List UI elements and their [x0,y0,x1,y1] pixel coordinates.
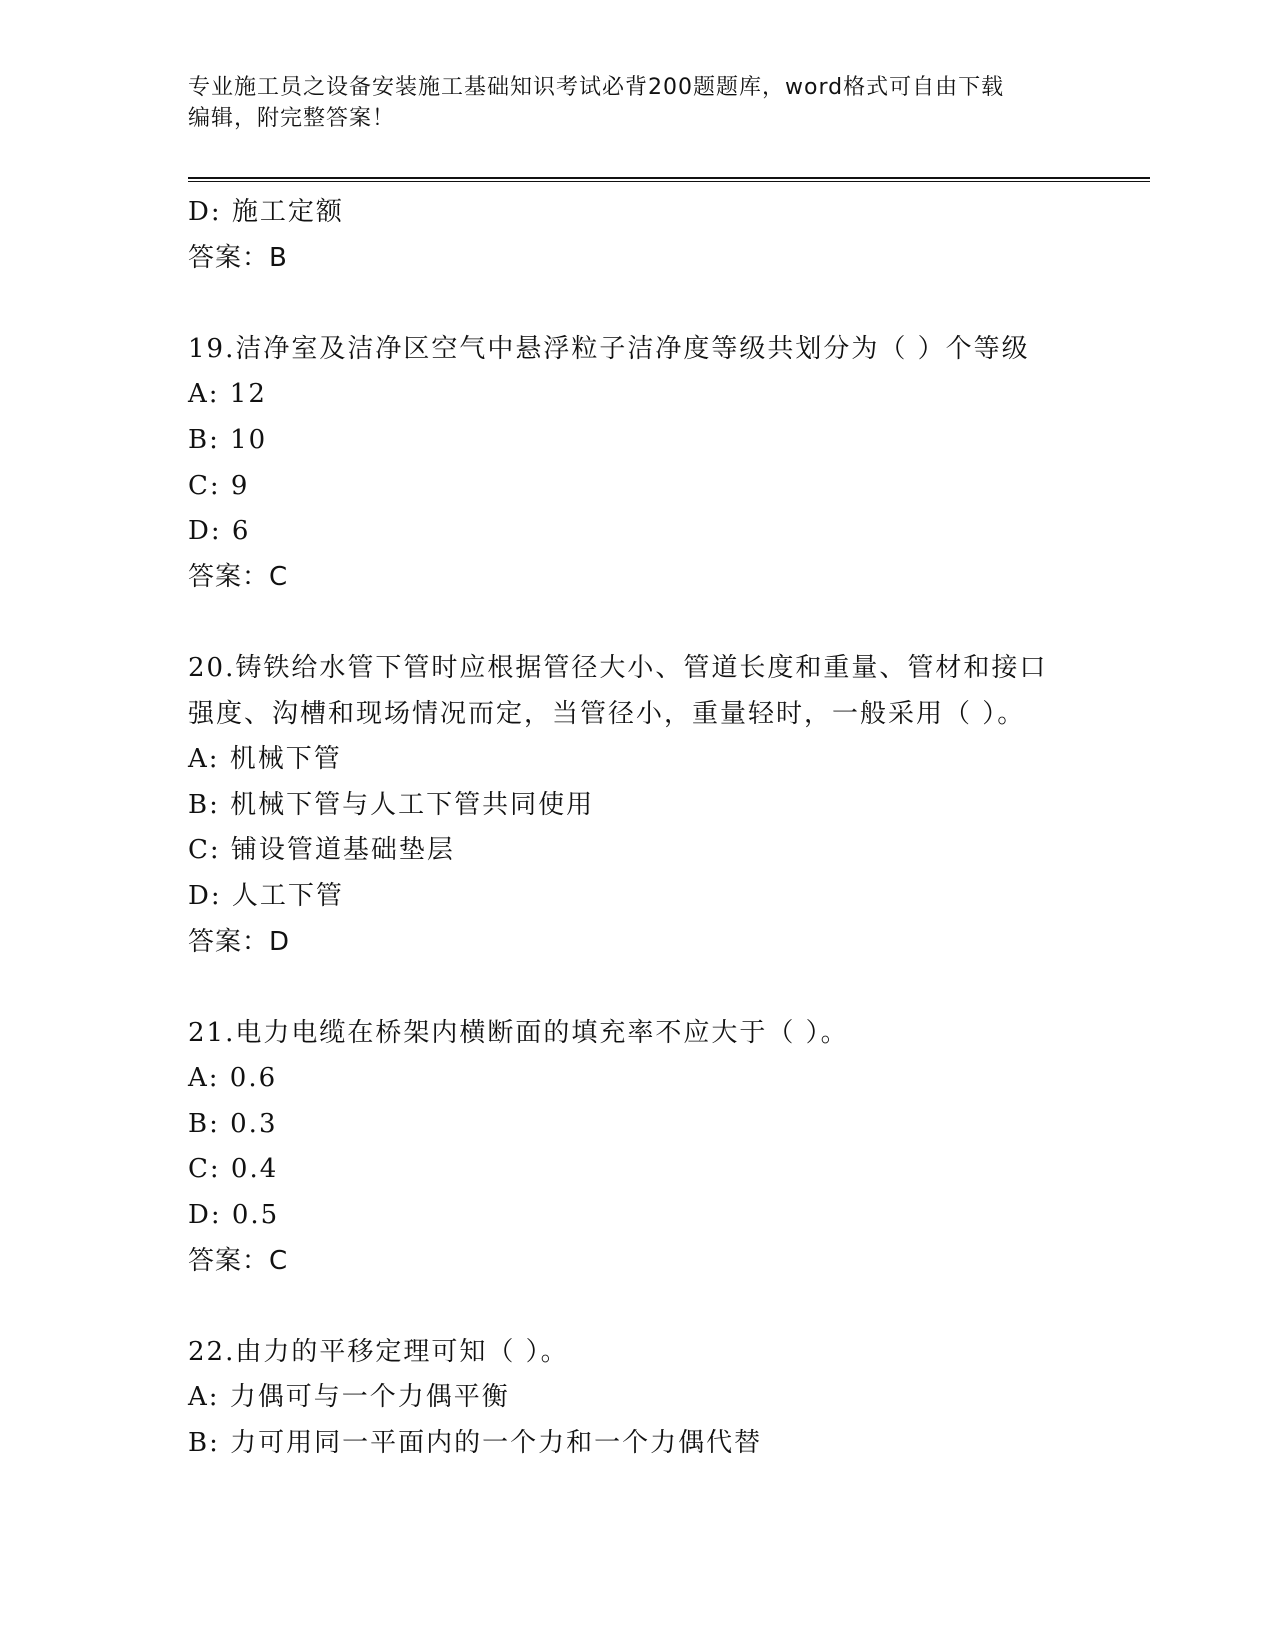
header-divider-thin [188,181,1150,182]
header-line-2: 编辑，附完整答案！ [188,106,396,131]
spacer [188,1284,1088,1330]
question-21 [188,1011,1088,1285]
answer: 答案：C [188,1245,289,1276]
option-c: C: 铺设管道基础垫层 [188,835,455,866]
question-stem: 22.由力的平移定理可知（ ）。 [188,1336,569,1367]
option-b: B: 机械下管与人工下管共同使用 [188,789,595,820]
question-stem-line-1: 20.铸铁给水管下管时应根据管径大小、管道长度和重量、管材和接口 [188,652,1048,683]
spacer [188,281,1088,327]
option-d: D: 人工下管 [188,880,344,911]
option-a: A: 0.6 [188,1063,278,1094]
answer: 答案：B [188,242,288,273]
question-stem: 21.电力电缆在桥架内横断面的填充率不应大于（ ）。 [188,1017,849,1048]
question-list [188,190,1088,1467]
spacer [188,965,1088,1011]
answer: 答案：C [188,561,289,592]
question-stem-line-2: 强度、沟槽和现场情况而定，当管径小，重量轻时，一般采用（ ）。 [188,698,1026,729]
option-b: B: 力可用同一平面内的一个力和一个力偶代替 [188,1428,763,1459]
option-a: A: 机械下管 [188,744,342,775]
spacer [188,600,1088,646]
answer: 答案：D [188,926,291,957]
option-b: B: 0.3 [188,1108,278,1139]
document-header [188,72,1068,134]
question-19 [188,327,1088,601]
question-18-tail [188,190,1088,281]
question-22 [188,1330,1088,1467]
option-b: B: 10 [188,424,268,455]
option-d: D: 施工定额 [188,197,344,227]
question-20 [188,646,1088,965]
option-d: D: 6 [188,516,251,547]
question-stem: 19.洁净室及洁净区空气中悬浮粒子洁净度等级共划分为（ ）个等级 [188,333,1030,364]
option-c: C: 9 [188,470,250,501]
option-d: D: 0.5 [188,1200,280,1231]
header-line-1: 专业施工员之设备安装施工基础知识考试必背200题题库，word格式可自由下载 [188,75,1005,100]
option-a: A: 12 [188,379,267,410]
header-divider-thick [188,177,1150,179]
option-a: A: 力偶可与一个力偶平衡 [188,1382,510,1413]
option-c: C: 0.4 [188,1154,279,1185]
